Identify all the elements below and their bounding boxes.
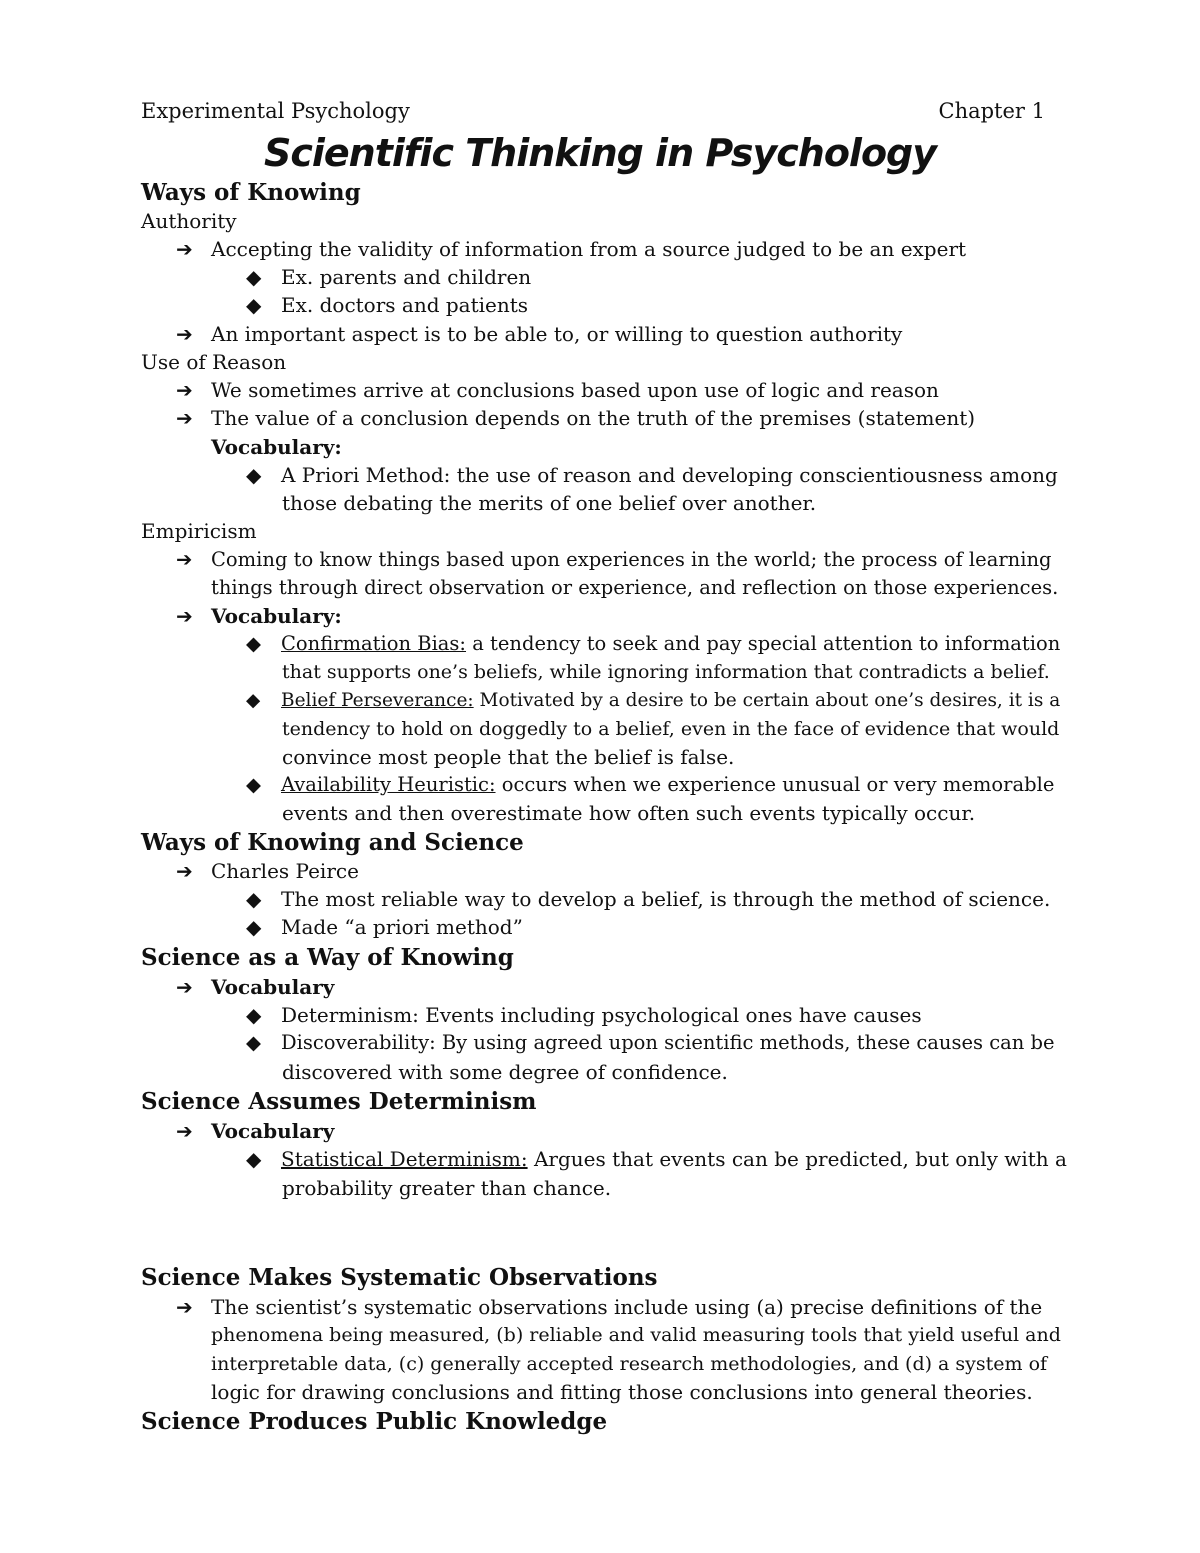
bullet-item: ➔ Charles Peirce [176,859,359,883]
sub-bullet-item: ◆ Ex. parents and children [246,265,532,289]
diamond-icon: ◆ [246,265,262,289]
diamond-icon: ◆ [246,1003,262,1027]
continuation-line: tendency to hold on doggedly to a belief, even in the face of evidence that would [282,718,1060,740]
label-authority: Authority [141,209,237,233]
continuation-line: that supports one’s beliefs, while ignoring information that contradicts a belief. [282,661,1050,683]
sub-bullet-item: ◆ Made “a priori method” [246,915,523,939]
continuation-line: things through direct observation or experience, and reflection on those experiences. [211,576,1059,599]
continuation-line: probability greater than chance. [282,1176,612,1200]
bullet-item: ➔ Coming to know things based upon experiences in the world; the process of learning [176,546,1051,574]
vocabulary-label: Vocabulary: [211,435,342,459]
diamond-icon: ◆ [246,1031,261,1054]
diamond-icon: ◆ [246,293,262,317]
continuation-line: those debating the merits of one belief over another. [282,491,817,515]
sub-bullet-item: ◆ The most reliable way to develop a belief, is through the method of science. [246,887,1051,911]
diamond-icon: ◆ [246,1147,262,1171]
sub-bullet-item: ◆ Belief Perseverance: Motivated by a desire to be certain about one’s desires, it is a [246,687,1060,715]
label-empiricism: Empiricism [141,519,257,543]
page-title: Scientific Thinking in Psychology [263,131,937,175]
term-statistical-determinism: Statistical Determinism: [281,1147,528,1171]
continuation-line: convince most people that the belief is false. [282,745,735,769]
sub-bullet-item: ◆ Confirmation Bias: a tendency to seek and pay special attention to information [246,630,1060,658]
bullet-item: ➔ An important aspect is to be able to, or willing to question authority [176,322,903,346]
arrow-icon: ➔ [176,548,193,571]
chapter-label: Chapter 1 [938,99,1045,123]
diamond-icon: ◆ [246,690,261,711]
bullet-item: ➔ The scientist’s systematic observations include using (a) precise definitions of the [176,1295,1043,1319]
arrow-icon: ➔ [176,604,193,628]
arrow-icon: ➔ [176,378,193,402]
diamond-icon: ◆ [246,632,261,655]
sub-bullet-item: ◆ Ex. doctors and patients [246,293,529,317]
sub-bullet-item: ◆ Determinism: Events including psychological ones have causes [246,1003,922,1027]
heading-science-produces-public-knowledge: Science Produces Public Knowledge [141,1408,608,1435]
bullet-item: ➔ Vocabulary: [176,604,342,628]
bullet-item: ➔ We sometimes arrive at conclusions based upon use of logic and reason [176,378,939,402]
label-use-of-reason: Use of Reason [141,350,287,374]
term-availability-heuristic: Availability Heuristic: [281,773,496,796]
arrow-icon: ➔ [176,859,193,883]
term-belief-perseverance: Belief Perseverance: [281,690,474,711]
heading-ways-of-knowing-and-science: Ways of Knowing and Science [141,829,524,856]
term-confirmation-bias: Confirmation Bias: [281,632,467,655]
arrow-icon: ➔ [176,1119,193,1143]
heading-science-assumes-determinism: Science Assumes Determinism [141,1088,537,1115]
diamond-icon: ◆ [246,915,262,939]
arrow-icon: ➔ [176,237,193,261]
heading-science-makes-systematic-observations: Science Makes Systematic Observations [141,1264,658,1291]
arrow-icon: ➔ [176,322,193,346]
sub-bullet-item: ◆ Availability Heuristic: occurs when we experience unusual or very memorable [246,771,1054,799]
diamond-icon: ◆ [246,463,262,487]
continuation-line: phenomena being measured, (b) reliable and valid measuring tools that yield useful and [211,1324,1061,1346]
bullet-item: ➔ Vocabulary [176,1119,335,1143]
bullet-item: ➔ The value of a conclusion depends on the truth of the premises (statement) [176,406,976,430]
course-name: Experimental Psychology [141,99,410,123]
continuation-line: logic for drawing conclusions and fitting those conclusions into general theories. [211,1380,1033,1404]
continuation-line: discovered with some degree of confidence. [282,1060,728,1084]
bullet-item: ➔ Accepting the validity of information from a source judged to be an expert [176,237,967,261]
sub-bullet-item: ◆ A Priori Method: the use of reason and developing conscientiousness among [246,463,1058,487]
arrow-icon: ➔ [176,406,193,430]
diamond-icon: ◆ [246,773,261,796]
diamond-icon: ◆ [246,887,262,911]
arrow-icon: ➔ [176,975,193,999]
heading-science-as-a-way-of-knowing: Science as a Way of Knowing [141,944,514,971]
continuation-line: interpretable data, (c) generally accepted research methodologies, and (d) a system of [211,1353,1048,1375]
sub-bullet-item: ◆ Statistical Determinism: Argues that events can be predicted, but only with a [246,1147,1067,1171]
arrow-icon: ➔ [176,1295,193,1319]
sub-bullet-item: ◆ Discoverability: By using agreed upon scientific methods, these causes can be [246,1029,1055,1057]
continuation-line: events and then overestimate how often such events typically occur. [282,801,976,825]
heading-ways-of-knowing: Ways of Knowing [141,179,361,206]
bullet-item: ➔ Vocabulary [176,975,335,999]
